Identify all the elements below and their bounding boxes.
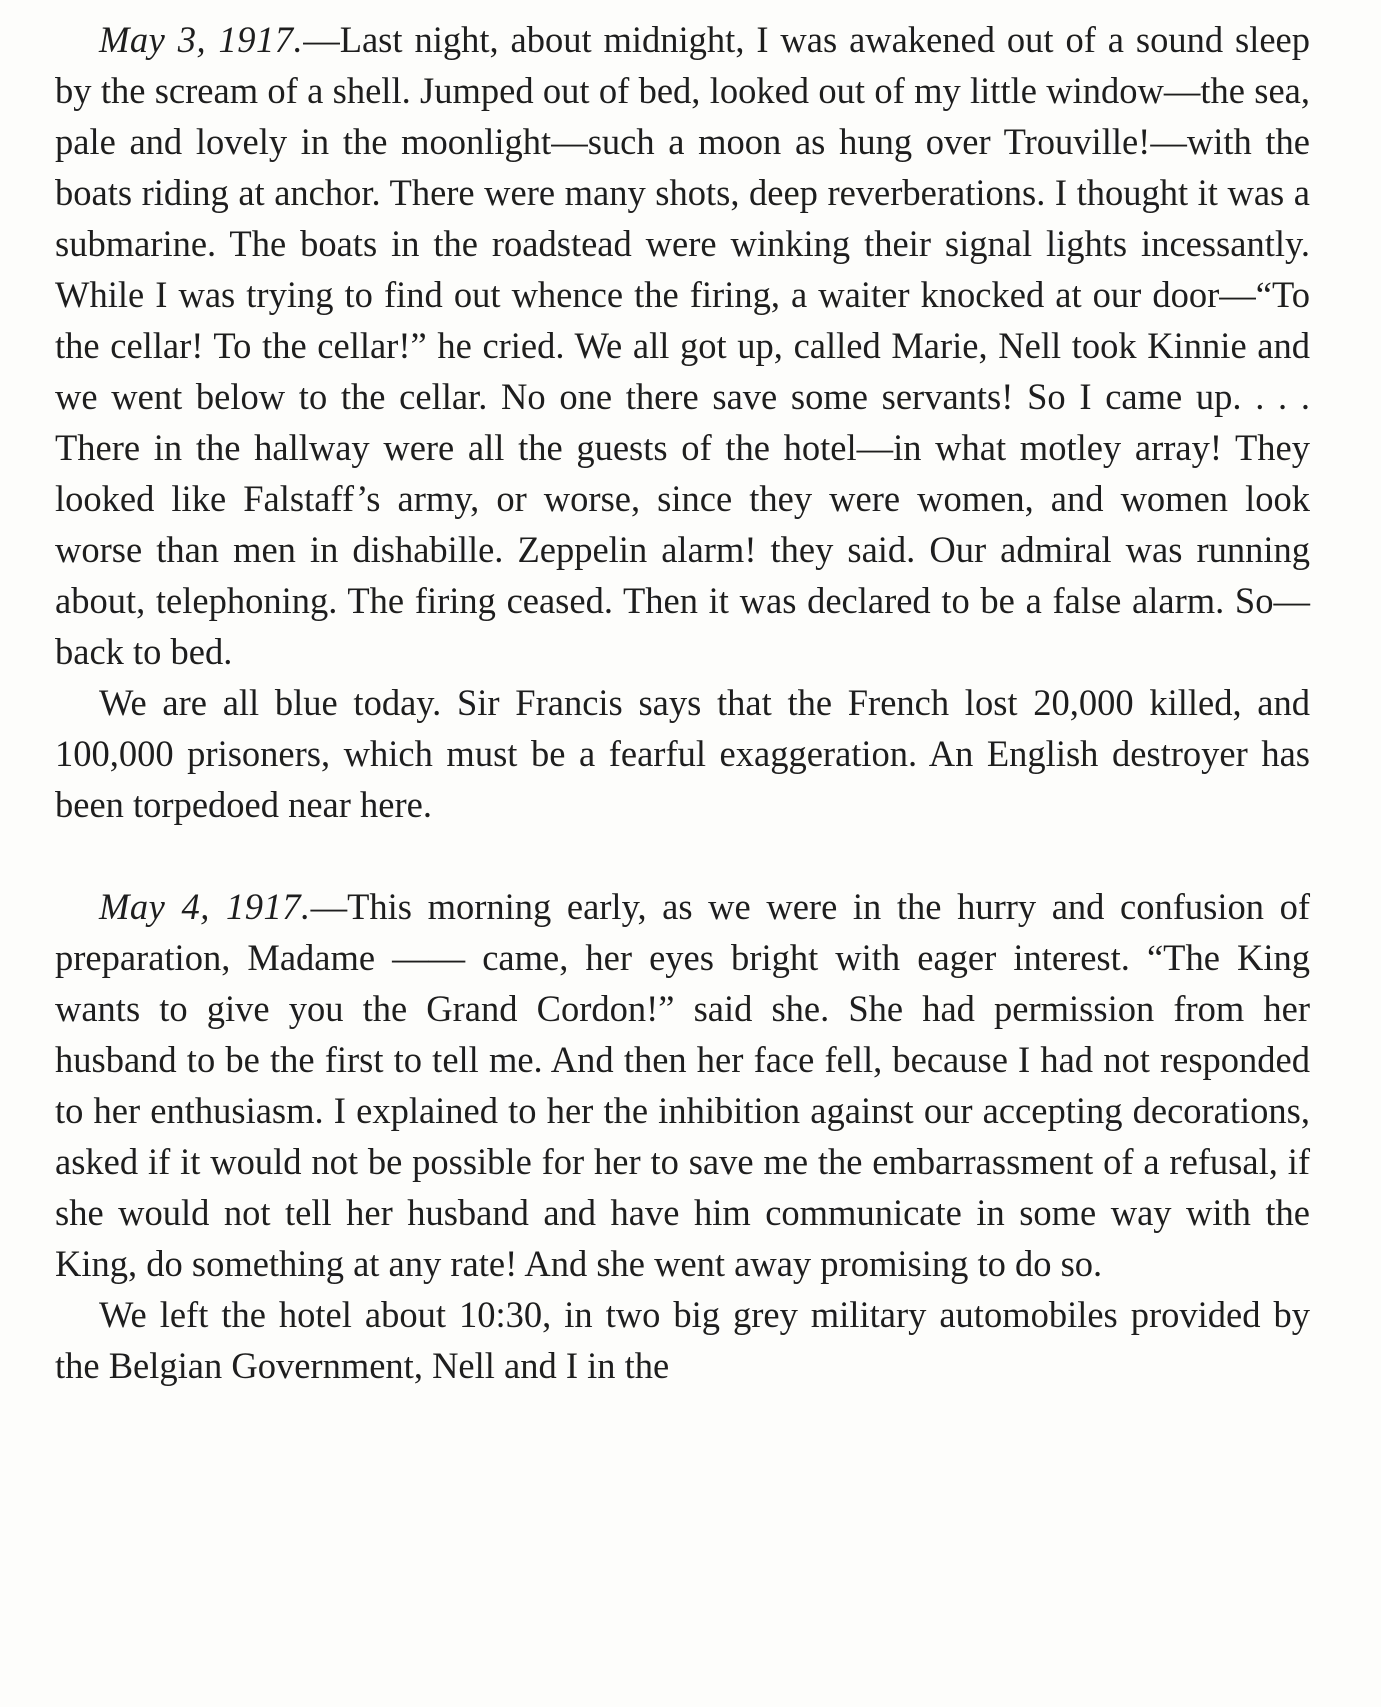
entry-paragraph [55,14,1310,677]
entry-text: —Last night, about midnight, I was awakened out of a sound sleep by the scream of a shell. Jumped out of bed, looked out of my little window—the sea, pale and lovely in the moonlight—such a moon as hung over Trouville!—with the boats riding at anchor. There were many shots, deep reverberations. I thought it was a submarine. The boats in the roadstead were winking their signal lights incessantly. While I was trying to find out whence the firing, a waiter knocked at our door—“To the cellar! To the cellar!” he cried. We all got up, called Marie, Nell took Kinnie and we went below to the cellar. No one there save some servants! So I came up. . . . There in the hallway were all the guests of the hotel—in what motley array! They looked like Falstaff’s army, or worse, since they were women, and women look worse than men in dishabille. Zeppelin alarm! they said. Our admiral was running about, telephoning. The firing ceased. Then it was declared to be a false alarm. So—back to bed. [55,19,1310,672]
entry-paragraph [55,881,1310,1289]
entry-paragraph: We left the hotel about 10:30, in two big grey military automobiles provided by the Belgian Government, Nell and I in the [55,1294,1310,1386]
entry-date: May 3, 1917. [99,19,304,60]
entry-separator [55,830,1310,881]
diary-page [55,14,1310,1391]
entry-text: —This morning early, as we were in the hurry and confusion of preparation, Madame —— came, her eyes bright with eager interest. “The King wants to give you the Grand Cordon!” said she. She had permission from her husband to be the first to tell me. And then her face fell, because I had not responded to her enthusiasm. I explained to her the inhibition against our accepting decorations, asked if it would not be possible for her to save me the embarrassment of a refusal, if she would not tell her husband and have him communicate in some way with the King, do something at any rate! And she went away promising to do so. [55,886,1310,1284]
entry-paragraph: We are all blue today. Sir Francis says that the French lost 20,000 killed, and 100,000 prisoners, which must be a fearful exaggeration. An English destroyer has been torpedoed near here. [55,682,1310,825]
entry-date: May 4, 1917. [99,886,311,927]
